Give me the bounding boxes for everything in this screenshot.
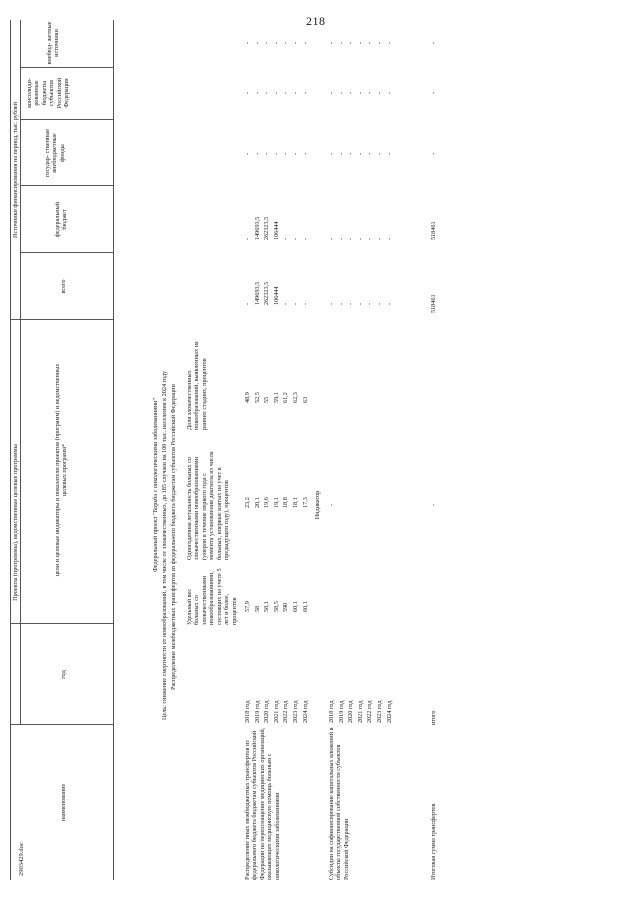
row1-name: Распределение иных межбюджетных трансфертов из федерального бюджета бюджетам субъектов Российской Федерации на переоснащение медицинских организаций, оказывающих медицинскую помощь больным с онкологическими заболеваниями <box>244 727 281 880</box>
rule <box>113 20 114 880</box>
row1-federal: - <box>301 237 309 240</box>
row2-state: - <box>376 152 383 155</box>
row2-year: 2023 год <box>376 700 383 723</box>
row1-state: - <box>253 152 261 155</box>
row1-federal: - <box>292 237 299 240</box>
row1-indicator-2: 23,2 <box>244 497 251 508</box>
row1-indicator-1: 58,1 <box>263 601 271 612</box>
row1-indicator-1: 590 <box>282 602 290 612</box>
row1-indicator-1: 60,1 <box>301 601 309 612</box>
indicator-label: Индикатор <box>314 490 321 520</box>
row1-indicator-2: 17,3 <box>301 497 309 508</box>
col-regional-header: консолиди- рованные бюджеты субъектов Российской Федерации <box>26 77 71 109</box>
total-row-year: итого <box>430 710 437 725</box>
total-row-extra: - <box>430 41 437 44</box>
row2-extra: - <box>356 41 364 44</box>
row1-regional: - <box>272 91 280 94</box>
row2-state: - <box>337 152 345 155</box>
row1-total: - <box>244 302 251 305</box>
document-id: 2903429.doc <box>18 842 25 876</box>
rule <box>20 185 113 186</box>
row1-indicator-2: 19,1 <box>272 497 280 508</box>
row2-regional: - <box>366 91 374 94</box>
row2-total: - <box>366 302 374 305</box>
row1-state: - <box>244 152 251 155</box>
row1-extra: - <box>292 41 299 44</box>
total-row-indicator: - <box>430 503 437 507</box>
row1-state: - <box>263 152 271 155</box>
row2-state: - <box>356 152 364 155</box>
row1-regional: - <box>282 91 290 94</box>
sources-header: Источники финансирования на период, тыс. рублей <box>12 102 19 238</box>
row1-year: 2021 год <box>272 700 280 723</box>
row1-state: - <box>301 152 309 155</box>
row2-extra: - <box>337 41 345 44</box>
row1-regional: - <box>301 91 309 94</box>
row1-indicator-3: 62,3 <box>292 392 299 403</box>
transfers-line: Распределение межбюджетных трансфертов из федерального бюджета бюджетам субъектов Российской Федерации <box>170 384 177 690</box>
row1-federal: - <box>244 237 251 240</box>
indicator-3-header: Доля злокачественных новообразований, выявленных на ранних стадиях, процентов <box>186 341 208 430</box>
row1-indicator-3: 59,1 <box>272 392 280 403</box>
row2-total: - <box>337 302 345 305</box>
row1-state: - <box>292 152 299 155</box>
row1-year: 2024 год <box>301 700 309 723</box>
row2-year: 2020 год <box>347 700 355 723</box>
row2-federal: - <box>347 237 355 240</box>
row2-indicator-value: - <box>328 503 335 507</box>
row1-federal: 149693,5 <box>253 216 261 240</box>
row2-total: - <box>328 302 335 305</box>
indicator-2-header: Одногодичная летальность больных со злокачественными новообразованиями (умерли в течение первого года с момента установления диагноза из числа больных, впервые взятых на учет в предыдущем году), процентов <box>186 451 231 560</box>
row1-regional: - <box>292 91 299 94</box>
total-row-name: Итоговая сумма трансфертов <box>430 803 437 880</box>
row1-indicator-3: 61,2 <box>282 392 290 403</box>
row2-federal: - <box>385 237 393 240</box>
project-title: Федеральный проект "Борьба с онкологическими заболеваниями" <box>152 398 159 572</box>
row1-extra: - <box>282 41 290 44</box>
col-total-header: всего <box>60 279 67 294</box>
row1-year: 2019 год <box>253 700 261 723</box>
row2-regional: - <box>385 91 393 94</box>
row2-extra: - <box>347 41 355 44</box>
row1-year: 2023 год <box>292 700 299 723</box>
row1-year: 2022 год <box>282 700 290 723</box>
row1-federal: 262323,5 <box>263 216 271 240</box>
indicator-1-header: Удельный вес больных со злокачественными новообразованиями, состоящих на учете 5 лет и более, процентов <box>186 568 238 625</box>
projects-header: Проекты (программы), ведомственные целевые программы <box>12 444 19 601</box>
row1-regional: - <box>253 91 261 94</box>
row1-indicator-2: 18,1 <box>292 497 299 508</box>
col-goals-header: цели и целевые индикаторы и показатели проектов (программ) и ведомственных целевых программ* <box>54 363 69 577</box>
col-extra-header: внебюд- жетные источники <box>46 21 61 65</box>
row1-federal: - <box>282 237 290 240</box>
row1-total: - <box>292 302 299 305</box>
page-number: 218 <box>306 14 326 28</box>
row2-state: - <box>385 152 393 155</box>
row2-name: Субсидии на софинансирование капитальных вложений в объекты государственной собственности субъектов Российской Федерации <box>328 727 350 880</box>
row1-indicator-3: 55 <box>263 396 271 403</box>
total-row-total: 518461 <box>430 294 437 313</box>
row2-federal: - <box>337 237 345 240</box>
row1-extra: - <box>272 41 280 44</box>
row1-indicator-2: 20,1 <box>253 497 261 508</box>
row1-indicator-2: 18,8 <box>282 497 290 508</box>
row2-state: - <box>366 152 374 155</box>
row1-state: - <box>282 152 290 155</box>
row1-regional: - <box>263 91 271 94</box>
project-goal: Цель: снижение смертности от новообразований, в том числе от злокачественных, до 185 случаев на 100 тыс. населения к 2024 году <box>161 370 168 720</box>
row2-extra: - <box>385 41 393 44</box>
row1-total: - <box>282 302 290 305</box>
row2-federal: - <box>356 237 364 240</box>
row2-total: - <box>347 302 355 305</box>
rule <box>20 20 21 725</box>
row1-indicator-1: 57,9 <box>244 601 251 612</box>
row2-regional: - <box>356 91 364 94</box>
row1-indicator-1: 58 <box>253 605 261 612</box>
col-year-header: год <box>60 670 67 679</box>
col-federal-header: федеральный бюджет <box>54 201 69 238</box>
row1-extra: - <box>301 41 309 44</box>
row1-indicator-3: 52,5 <box>253 392 261 403</box>
row1-indicator-3: 63 <box>301 396 309 403</box>
row1-state: - <box>272 152 280 155</box>
row1-indicator-2: 19,6 <box>263 497 271 508</box>
row1-indicator-1: 58,5 <box>272 601 280 612</box>
row2-federal: - <box>366 237 374 240</box>
row2-year: 2019 год <box>337 700 345 723</box>
row1-indicator-1: 60,1 <box>292 601 299 612</box>
total-row-regional: - <box>430 91 437 94</box>
row2-regional: - <box>337 91 345 94</box>
rule <box>20 67 113 68</box>
row2-regional: - <box>328 91 335 94</box>
row2-state: - <box>347 152 355 155</box>
row2-total: - <box>385 302 393 305</box>
row2-regional: - <box>376 91 383 94</box>
row1-extra: - <box>263 41 271 44</box>
rule <box>20 119 113 120</box>
row1-year: 2020 год <box>263 700 271 723</box>
row2-year: 2022 год <box>366 700 374 723</box>
row1-extra: - <box>253 41 261 44</box>
row1-federal: 106444 <box>272 221 280 240</box>
row2-federal: - <box>376 237 383 240</box>
total-row-state: - <box>430 152 437 155</box>
rule <box>10 20 11 880</box>
row2-year: 2024 год <box>385 700 393 723</box>
col-name-header: наименование <box>60 783 67 822</box>
row2-total: - <box>356 302 364 305</box>
row2-extra: - <box>328 41 335 44</box>
row1-extra: - <box>244 41 251 44</box>
col-state-funds-header: государ- ственные внебюджетные фонды <box>44 128 66 178</box>
row2-year: 2021 год <box>356 700 364 723</box>
row2-regional: - <box>347 91 355 94</box>
row1-total: 106444 <box>272 286 280 305</box>
total-row-federal: 518461 <box>430 221 437 240</box>
row2-extra: - <box>376 41 383 44</box>
row2-extra: - <box>366 41 374 44</box>
row1-indicator-3: 48,9 <box>244 392 251 403</box>
row2-federal: - <box>328 237 335 240</box>
row1-regional: - <box>244 91 251 94</box>
row1-year: 2018 год <box>244 700 251 723</box>
row2-state: - <box>328 152 335 155</box>
row1-total: - <box>301 302 309 305</box>
row1-total: 262323,5 <box>263 281 271 305</box>
rotated-table <box>10 20 600 880</box>
row2-total: - <box>376 302 383 305</box>
row2-year: 2018 год <box>328 700 335 723</box>
row1-total: 149693,5 <box>253 281 261 305</box>
